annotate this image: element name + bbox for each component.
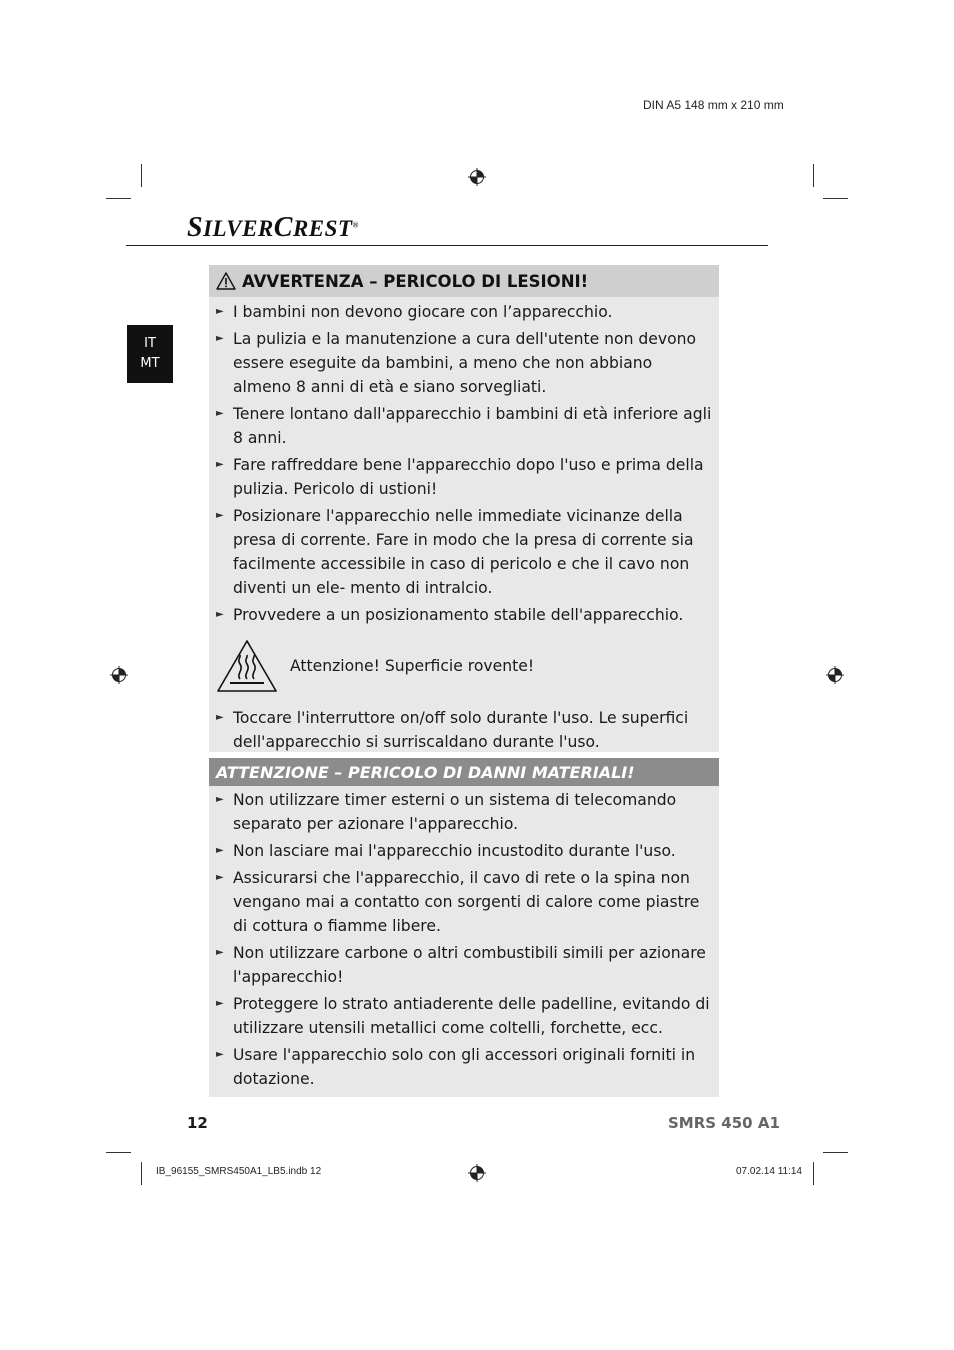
- crop-mark: [106, 1152, 131, 1153]
- arrow-bullet-icon: ►: [216, 609, 224, 620]
- model-number: SMRS 450 A1: [668, 1114, 780, 1132]
- warning-triangle-icon: [216, 272, 236, 290]
- crop-mark: [823, 198, 848, 199]
- warning-list-continued: [209, 706, 719, 754]
- header-rule: [126, 245, 768, 246]
- language-code-it: IT: [144, 336, 156, 351]
- arrow-bullet-icon: ►: [216, 998, 224, 1009]
- caution-header: [209, 758, 719, 786]
- registration-mark-icon: [826, 666, 844, 684]
- caution-box: [209, 758, 719, 1097]
- list-item: ► Non utilizzare carbone o altri combustibili simili per azionare l'apparecchio!: [216, 941, 713, 989]
- list-item: ► Posizionare l'apparecchio nelle immediate vicinanze della presa di corrente. Fare in modo che la presa di corrente sia facilmente accessibile in caso di pericolo e che il cavo non diventi un ele- mento di intralcio.: [216, 504, 713, 600]
- arrow-bullet-icon: ►: [216, 794, 224, 805]
- list-item: ► Proteggere lo strato antiaderente delle padelline, evitando di utilizzare utensili metallici come coltelli, forchette, ecc.: [216, 992, 713, 1040]
- silvercrest-logo: SILVERCREST®: [187, 212, 359, 243]
- print-date-label: 07.02.14 11:14: [736, 1166, 802, 1177]
- page-number: 12: [187, 1114, 208, 1132]
- list-item: ► Assicurarsi che l'apparecchio, il cavo di rete o la spina non vengano mai a contatto con sorgenti di calore come piastre di cottura o fiamme libere.: [216, 866, 713, 938]
- list-item: ► I bambini non devono giocare con l’apparecchio.: [216, 300, 713, 324]
- crop-mark: [141, 164, 142, 187]
- crop-mark: [813, 1162, 814, 1185]
- list-item: ► Tenere lontano dall'apparecchio i bambini di età inferiore agli 8 anni.: [216, 402, 713, 450]
- crop-mark: [813, 164, 814, 187]
- arrow-bullet-icon: ►: [216, 872, 224, 883]
- list-item: ► La pulizia e la manutenzione a cura dell'utente non devono essere eseguite da bambini, a meno che non abbiano almeno 8 anni di età e siano sorvegliati.: [216, 327, 713, 399]
- crop-mark: [106, 198, 131, 199]
- list-item: ► Toccare l'interruttore on/off solo durante l'uso. Le superfici dell'apparecchio si surriscaldano durante l'uso.: [216, 706, 713, 754]
- caution-list: [209, 786, 719, 1091]
- arrow-bullet-icon: ►: [216, 459, 224, 470]
- crop-mark: [141, 1162, 142, 1185]
- warning-title: AVVERTENZA – PERICOLO DI LESIONI!: [242, 271, 589, 291]
- arrow-bullet-icon: ►: [216, 408, 224, 419]
- print-file-label: IB_96155_SMRS450A1_LB5.indb 12: [156, 1166, 322, 1177]
- list-item: ► Provvedere a un posizionamento stabile dell'apparecchio.: [216, 603, 713, 627]
- arrow-bullet-icon: ►: [216, 845, 224, 856]
- hot-surface-icon: [216, 639, 278, 693]
- list-item: ► Non lasciare mai l'apparecchio incustodito durante l'uso.: [216, 839, 713, 863]
- arrow-bullet-icon: ►: [216, 1049, 224, 1060]
- list-item: ► Non utilizzare timer esterni o un sistema di telecomando separato per azionare l'apparecchio.: [216, 788, 713, 836]
- language-tab: [127, 325, 173, 383]
- caution-title: ATTENZIONE – PERICOLO DI DANNI MATERIALI!: [216, 762, 635, 782]
- registration-mark-icon: [110, 666, 128, 684]
- language-code-mt: MT: [140, 356, 160, 371]
- hot-surface-text: Attenzione! Superficie rovente!: [290, 657, 535, 675]
- arrow-bullet-icon: ►: [216, 306, 224, 317]
- warning-header: [209, 265, 719, 297]
- warning-list: [209, 297, 719, 627]
- list-item: ► Fare raffreddare bene l'apparecchio dopo l'uso e prima della pulizia. Pericolo di ustioni!: [216, 453, 713, 501]
- hot-surface-notice: [209, 630, 719, 706]
- registration-mark-icon: [468, 1164, 486, 1182]
- warning-box: [209, 265, 719, 752]
- arrow-bullet-icon: ►: [216, 333, 224, 344]
- crop-mark: [823, 1152, 848, 1153]
- arrow-bullet-icon: ►: [216, 510, 224, 521]
- print-format-label: DIN A5 148 mm x 210 mm: [643, 98, 784, 112]
- registration-mark-icon: [468, 168, 486, 186]
- arrow-bullet-icon: ►: [216, 712, 224, 723]
- list-item: ► Usare l'apparecchio solo con gli accessori originali forniti in dotazione.: [216, 1043, 713, 1091]
- arrow-bullet-icon: ►: [216, 947, 224, 958]
